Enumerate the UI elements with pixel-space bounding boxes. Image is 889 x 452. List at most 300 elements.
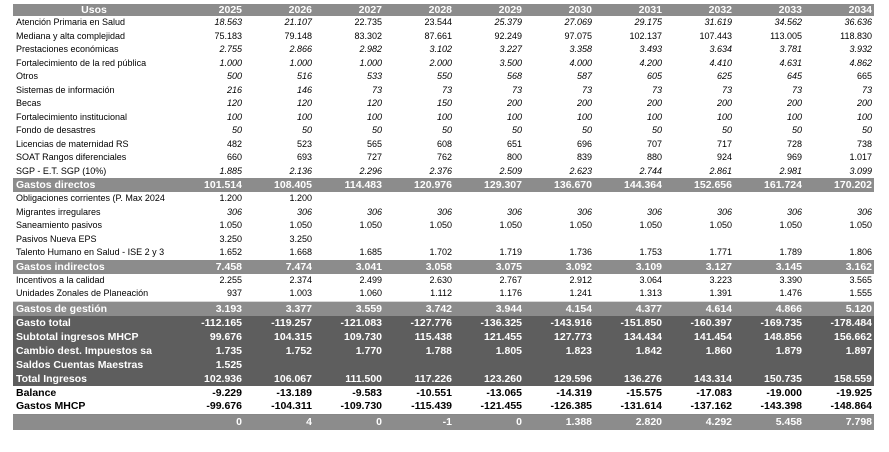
row-value-cell: 1.885: [219, 165, 242, 176]
row-value-cell: 660: [226, 152, 242, 163]
row-value-cell: 1.050: [569, 220, 592, 231]
row-value-cell: -112.165: [174, 316, 244, 330]
row-value-cell: 2.981: [779, 165, 802, 176]
row-value-cell: 2.255: [219, 274, 242, 285]
row-value-cell: 216: [226, 84, 242, 95]
row-value-cell: 306: [366, 206, 382, 217]
row-value-cell: 136.276: [594, 372, 664, 387]
row-value-cell: 1.752: [244, 344, 314, 358]
row-value-cell: 1.050: [779, 220, 802, 231]
row-value-cell: 113.005: [770, 30, 802, 41]
row-value-cell: 25.379: [494, 17, 522, 28]
row-value-cell: 5.458: [734, 414, 804, 430]
row-value-cell: 200: [646, 98, 662, 109]
table-row: [13, 192, 874, 206]
row-value-cell: 3.932: [849, 44, 872, 55]
budget-table-container: [13, 4, 874, 430]
row-value-cell: 2.767: [499, 274, 522, 285]
row-value-cell: 1.770: [314, 344, 384, 358]
row-value-cell: 3.358: [569, 44, 592, 55]
row-value-cell: 2.000: [429, 57, 452, 68]
row-value-cell: 3.250: [219, 233, 242, 244]
row-value-cell: 306: [226, 206, 242, 217]
row-value-cell: [594, 192, 664, 206]
row-value-cell: -109.730: [314, 400, 384, 414]
row-value-cell: 1.736: [569, 247, 592, 258]
row-value-cell: [664, 233, 734, 247]
row-label: Talento Humano en Salud - ISE 2 y 3: [16, 247, 165, 258]
table-row: [13, 151, 874, 165]
row-value-cell: 100: [716, 111, 732, 122]
row-value-cell: 800: [506, 152, 522, 163]
row-value-cell: 707: [646, 138, 662, 149]
row-value-cell: 1.050: [709, 220, 732, 231]
row-value-cell: -115.439: [384, 400, 454, 414]
row-value-cell: 1.735: [174, 344, 244, 358]
row-label: Gastos MHCP: [13, 400, 174, 414]
table-row: [13, 358, 874, 372]
row-value-cell: -9.583: [314, 386, 384, 400]
row-value-cell: 104.315: [244, 330, 314, 344]
row-label: Otros: [16, 71, 39, 82]
row-label: Saneamiento pasivos: [16, 220, 103, 231]
row-value-cell: 100: [646, 111, 662, 122]
row-value-cell: 1.842: [594, 344, 664, 358]
table-row: [13, 344, 874, 358]
row-value-cell: 117.226: [384, 372, 454, 387]
row-value-cell: -104.311: [244, 400, 314, 414]
table-row: [13, 70, 874, 84]
row-value-cell: [454, 358, 524, 372]
row-value-cell: 1.017: [849, 152, 872, 163]
row-value-cell: 87.661: [424, 30, 452, 41]
row-value-cell: 306: [856, 206, 872, 217]
row-value-cell: 100: [576, 111, 592, 122]
row-value-cell: -1: [384, 414, 454, 430]
table-row: [13, 219, 874, 233]
row-value-cell: 625: [716, 71, 732, 82]
row-value-cell: 143.314: [664, 372, 734, 387]
row-value-cell: 500: [226, 71, 242, 82]
row-value-cell: 29.175: [634, 17, 662, 28]
row-value-cell: 306: [716, 206, 732, 217]
row-value-cell: -160.397: [664, 316, 734, 330]
row-value-cell: [804, 192, 874, 206]
row-value-cell: 1.003: [289, 288, 312, 299]
row-value-cell: 2.744: [639, 165, 662, 176]
row-value-cell: 1.176: [499, 288, 522, 299]
row-value-cell: 1.050: [849, 220, 872, 231]
row-value-cell: 73: [581, 84, 592, 95]
row-label: Balance: [13, 386, 174, 400]
row-value-cell: 79.148: [284, 30, 312, 41]
row-value-cell: 1.823: [524, 344, 594, 358]
row-value-cell: 50: [861, 125, 872, 136]
table-row: [13, 138, 874, 152]
column-header-label: Usos: [13, 4, 174, 16]
row-value-cell: [244, 358, 314, 372]
row-value-cell: 50: [231, 125, 242, 136]
row-value-cell: 50: [581, 125, 592, 136]
row-value-cell: [524, 358, 594, 372]
row-value-cell: [664, 192, 734, 206]
row-value-cell: -14.319: [524, 386, 594, 400]
row-value-cell: 3.559: [314, 301, 384, 316]
row-value-cell: 1.685: [359, 247, 382, 258]
row-value-cell: 1.897: [804, 344, 874, 358]
row-value-cell: 109.730: [314, 330, 384, 344]
column-header-year: 2028: [384, 4, 454, 16]
row-value-cell: 50: [511, 125, 522, 136]
column-header-year: 2026: [244, 4, 314, 16]
row-value-cell: 3.064: [639, 274, 662, 285]
row-value-cell: 99.676: [174, 330, 244, 344]
row-value-cell: 148.856: [734, 330, 804, 344]
row-value-cell: 2.296: [359, 165, 382, 176]
row-value-cell: 4.631: [779, 57, 802, 68]
row-label: Gasto total: [13, 316, 174, 330]
row-value-cell: [314, 233, 384, 247]
row-value-cell: 129.596: [524, 372, 594, 387]
row-value-cell: 36.636: [844, 17, 872, 28]
row-value-cell: 3.058: [384, 260, 454, 274]
table-row: [13, 330, 874, 344]
row-value-cell: 533: [366, 71, 382, 82]
table-row: [13, 206, 874, 220]
row-label: [13, 414, 174, 430]
row-value-cell: 4.614: [664, 301, 734, 316]
table-row: [13, 260, 874, 274]
row-value-cell: 120: [366, 98, 382, 109]
row-value-cell: 924: [716, 152, 732, 163]
row-value-cell: 1.050: [639, 220, 662, 231]
row-value-cell: 1.789: [779, 247, 802, 258]
row-value-cell: 200: [786, 98, 802, 109]
row-value-cell: 21.107: [284, 17, 312, 28]
row-value-cell: 3.099: [849, 165, 872, 176]
table-row: [13, 57, 874, 71]
row-value-cell: [384, 233, 454, 247]
row-value-cell: 111.500: [314, 372, 384, 387]
row-value-cell: 3.377: [244, 301, 314, 316]
row-value-cell: 1.000: [289, 57, 312, 68]
row-value-cell: -126.385: [524, 400, 594, 414]
row-value-cell: 50: [791, 125, 802, 136]
table-row: [13, 97, 874, 111]
row-value-cell: 2.623: [569, 165, 592, 176]
row-value-cell: 3.227: [499, 44, 522, 55]
row-value-cell: 150: [436, 98, 452, 109]
row-value-cell: [524, 233, 594, 247]
row-value-cell: [524, 192, 594, 206]
row-value-cell: 7.458: [174, 260, 244, 274]
row-value-cell: -19.000: [734, 386, 804, 400]
row-value-cell: 34.562: [774, 17, 802, 28]
row-value-cell: 50: [441, 125, 452, 136]
table-row: [13, 178, 874, 192]
row-value-cell: 516: [296, 71, 312, 82]
row-value-cell: 1.525: [174, 358, 244, 372]
row-value-cell: -119.257: [244, 316, 314, 330]
row-value-cell: -15.575: [594, 386, 664, 400]
row-value-cell: 101.514: [174, 178, 244, 192]
row-value-cell: 1.112: [430, 288, 452, 299]
column-header-year: 2034: [804, 4, 874, 16]
row-value-cell: -178.484: [804, 316, 874, 330]
table-row: [13, 246, 874, 260]
row-label: Total Ingresos: [13, 372, 174, 387]
row-value-cell: 1.719: [499, 247, 522, 258]
row-value-cell: -169.735: [734, 316, 804, 330]
row-value-cell: 587: [576, 71, 592, 82]
row-value-cell: 306: [576, 206, 592, 217]
table-row: [13, 400, 874, 414]
row-value-cell: 727: [366, 152, 382, 163]
row-value-cell: 27.069: [564, 17, 592, 28]
row-value-cell: 106.067: [244, 372, 314, 387]
row-value-cell: 4.866: [734, 301, 804, 316]
row-label: Pasivos Nueva EPS: [16, 233, 97, 244]
row-value-cell: 92.249: [494, 30, 522, 41]
row-value-cell: 1.388: [524, 414, 594, 430]
row-value-cell: 50: [651, 125, 662, 136]
row-value-cell: -143.398: [734, 400, 804, 414]
row-value-cell: 120.976: [384, 178, 454, 192]
row-value-cell: -121.083: [314, 316, 384, 330]
row-label: Cambio dest. Impuestos sa: [13, 344, 174, 358]
row-value-cell: 568: [506, 71, 522, 82]
row-value-cell: 3.041: [314, 260, 384, 274]
table-row: [13, 287, 874, 301]
row-value-cell: 2.376: [429, 165, 452, 176]
row-value-cell: 97.075: [564, 30, 592, 41]
row-value-cell: -148.864: [804, 400, 874, 414]
row-value-cell: 1.200: [219, 193, 242, 204]
row-value-cell: 3.493: [639, 44, 662, 55]
column-header-year: 2025: [174, 4, 244, 16]
row-value-cell: [734, 192, 804, 206]
row-value-cell: 605: [646, 71, 662, 82]
row-value-cell: -13.065: [454, 386, 524, 400]
row-value-cell: 200: [506, 98, 522, 109]
row-label: Unidades Zonales de Planeación: [16, 288, 149, 299]
row-value-cell: 0: [454, 414, 524, 430]
row-value-cell: -136.325: [454, 316, 524, 330]
column-header-year: 2027: [314, 4, 384, 16]
row-value-cell: [454, 192, 524, 206]
row-value-cell: 1.050: [429, 220, 452, 231]
row-value-cell: -151.850: [594, 316, 664, 330]
row-value-cell: 4.154: [524, 301, 594, 316]
table-row: [13, 124, 874, 138]
row-value-cell: -127.776: [384, 316, 454, 330]
row-value-cell: 2.861: [709, 165, 732, 176]
row-value-cell: 102.137: [629, 30, 662, 41]
table-row: [13, 301, 874, 316]
table-row: [13, 84, 874, 98]
row-value-cell: 118.830: [840, 30, 872, 41]
table-row: [13, 233, 874, 247]
row-value-cell: 4.410: [709, 57, 732, 68]
row-label: Fortalecimiento de la red pública: [16, 57, 147, 68]
row-value-cell: 1.313: [639, 288, 662, 299]
row-value-cell: 937: [226, 288, 242, 299]
row-value-cell: 152.656: [664, 178, 734, 192]
row-value-cell: 738: [856, 138, 872, 149]
row-label: Licencias de maternidad RS: [16, 138, 129, 149]
row-value-cell: 102.936: [174, 372, 244, 387]
table-row: [13, 111, 874, 125]
column-header-year: 2033: [734, 4, 804, 16]
row-value-cell: 144.364: [594, 178, 664, 192]
row-value-cell: 1.702: [429, 247, 452, 258]
row-label: Gastos directos: [13, 178, 174, 192]
row-value-cell: 107.443: [699, 30, 732, 41]
row-value-cell: 1.806: [849, 247, 872, 258]
row-value-cell: 4.377: [594, 301, 664, 316]
row-label: Gastos indirectos: [13, 260, 174, 274]
row-value-cell: 3.193: [174, 301, 244, 316]
row-label: Obligaciones corrientes (P. Max 2024: [16, 193, 165, 204]
row-value-cell: 4.200: [639, 57, 662, 68]
row-value-cell: [454, 233, 524, 247]
row-value-cell: 523: [296, 138, 312, 149]
row-label: Prestaciones económicas: [16, 44, 119, 55]
row-value-cell: 100: [436, 111, 452, 122]
row-value-cell: 200: [856, 98, 872, 109]
row-value-cell: 50: [721, 125, 732, 136]
table-row: [13, 386, 874, 400]
row-value-cell: 1.805: [454, 344, 524, 358]
row-value-cell: 127.773: [524, 330, 594, 344]
row-value-cell: [384, 192, 454, 206]
row-value-cell: 73: [791, 84, 802, 95]
row-value-cell: 4.862: [849, 57, 872, 68]
row-value-cell: 2.374: [289, 274, 312, 285]
row-value-cell: -10.551: [384, 386, 454, 400]
row-value-cell: 880: [646, 152, 662, 163]
row-value-cell: 3.223: [709, 274, 732, 285]
row-value-cell: [594, 358, 664, 372]
row-value-cell: 1.000: [219, 57, 242, 68]
row-value-cell: 73: [651, 84, 662, 95]
row-value-cell: 18.563: [214, 17, 242, 28]
row-value-cell: 23.544: [424, 17, 452, 28]
row-value-cell: 3.092: [524, 260, 594, 274]
row-value-cell: 2.755: [219, 44, 242, 55]
row-value-cell: 306: [646, 206, 662, 217]
row-label: Mediana y alta complejidad: [16, 30, 126, 41]
table-row: [13, 316, 874, 330]
row-value-cell: 762: [436, 152, 452, 163]
row-value-cell: 1.200: [289, 193, 312, 204]
row-value-cell: 100: [296, 111, 312, 122]
row-value-cell: 1.860: [664, 344, 734, 358]
row-value-cell: 696: [576, 138, 592, 149]
row-label: Migrantes irregulares: [16, 206, 101, 217]
row-label: Fondo de desastres: [16, 125, 96, 136]
row-value-cell: 717: [716, 138, 732, 149]
row-value-cell: 1.000: [359, 57, 382, 68]
row-value-cell: 1.879: [734, 344, 804, 358]
row-label: SGP - E.T. SGP (10%): [16, 165, 107, 176]
row-value-cell: 2.499: [359, 274, 382, 285]
row-value-cell: 1.771: [709, 247, 732, 258]
row-value-cell: 3.250: [289, 233, 312, 244]
row-value-cell: 3.109: [594, 260, 664, 274]
row-label: Fortalecimiento institucional: [16, 111, 128, 122]
row-value-cell: 4: [244, 414, 314, 430]
row-value-cell: 1.753: [639, 247, 662, 258]
row-value-cell: 123.260: [454, 372, 524, 387]
row-value-cell: 4.292: [664, 414, 734, 430]
row-label: Sistemas de información: [16, 84, 115, 95]
row-value-cell: 100: [226, 111, 242, 122]
table-row: [13, 414, 874, 430]
row-value-cell: 134.434: [594, 330, 664, 344]
column-header-year: 2030: [524, 4, 594, 16]
column-header-year: 2029: [454, 4, 524, 16]
row-value-cell: -19.925: [804, 386, 874, 400]
row-value-cell: 693: [296, 152, 312, 163]
table-row: [13, 165, 874, 179]
row-value-cell: 31.619: [704, 17, 732, 28]
row-value-cell: 1.241: [569, 288, 592, 299]
row-value-cell: [314, 358, 384, 372]
row-value-cell: 120: [226, 98, 242, 109]
table-row: [13, 43, 874, 57]
row-label: Incentivos a la calidad: [16, 274, 105, 285]
table-row: [13, 30, 874, 44]
row-value-cell: 306: [506, 206, 522, 217]
row-value-cell: [804, 358, 874, 372]
row-label: Becas: [16, 98, 42, 109]
row-value-cell: 156.662: [804, 330, 874, 344]
row-value-cell: -17.083: [664, 386, 734, 400]
row-value-cell: [804, 233, 874, 247]
row-value-cell: 100: [786, 111, 802, 122]
row-value-cell: 200: [576, 98, 592, 109]
column-header-year: 2032: [664, 4, 734, 16]
row-value-cell: 550: [436, 71, 452, 82]
row-value-cell: [734, 358, 804, 372]
row-value-cell: 1.652: [219, 247, 242, 258]
row-value-cell: 1.476: [779, 288, 802, 299]
row-value-cell: 108.405: [244, 178, 314, 192]
row-value-cell: 83.302: [354, 30, 382, 41]
row-value-cell: 4.000: [569, 57, 592, 68]
row-value-cell: 73: [511, 84, 522, 95]
budget-table: [13, 4, 874, 430]
row-value-cell: 7.474: [244, 260, 314, 274]
row-value-cell: 158.559: [804, 372, 874, 387]
row-value-cell: 2.866: [289, 44, 312, 55]
row-value-cell: 50: [371, 125, 382, 136]
row-value-cell: 100: [856, 111, 872, 122]
row-value-cell: -131.614: [594, 400, 664, 414]
row-value-cell: 1.391: [709, 288, 732, 299]
row-value-cell: 73: [371, 84, 382, 95]
table-row: [13, 16, 874, 30]
row-value-cell: 150.735: [734, 372, 804, 387]
row-value-cell: 22.735: [354, 17, 382, 28]
row-value-cell: 75.183: [214, 30, 242, 41]
row-value-cell: 2.630: [429, 274, 452, 285]
row-value-cell: -99.676: [174, 400, 244, 414]
row-label: Atención Primaria en Salud: [16, 17, 126, 28]
row-value-cell: 839: [576, 152, 592, 163]
row-value-cell: 3.944: [454, 301, 524, 316]
